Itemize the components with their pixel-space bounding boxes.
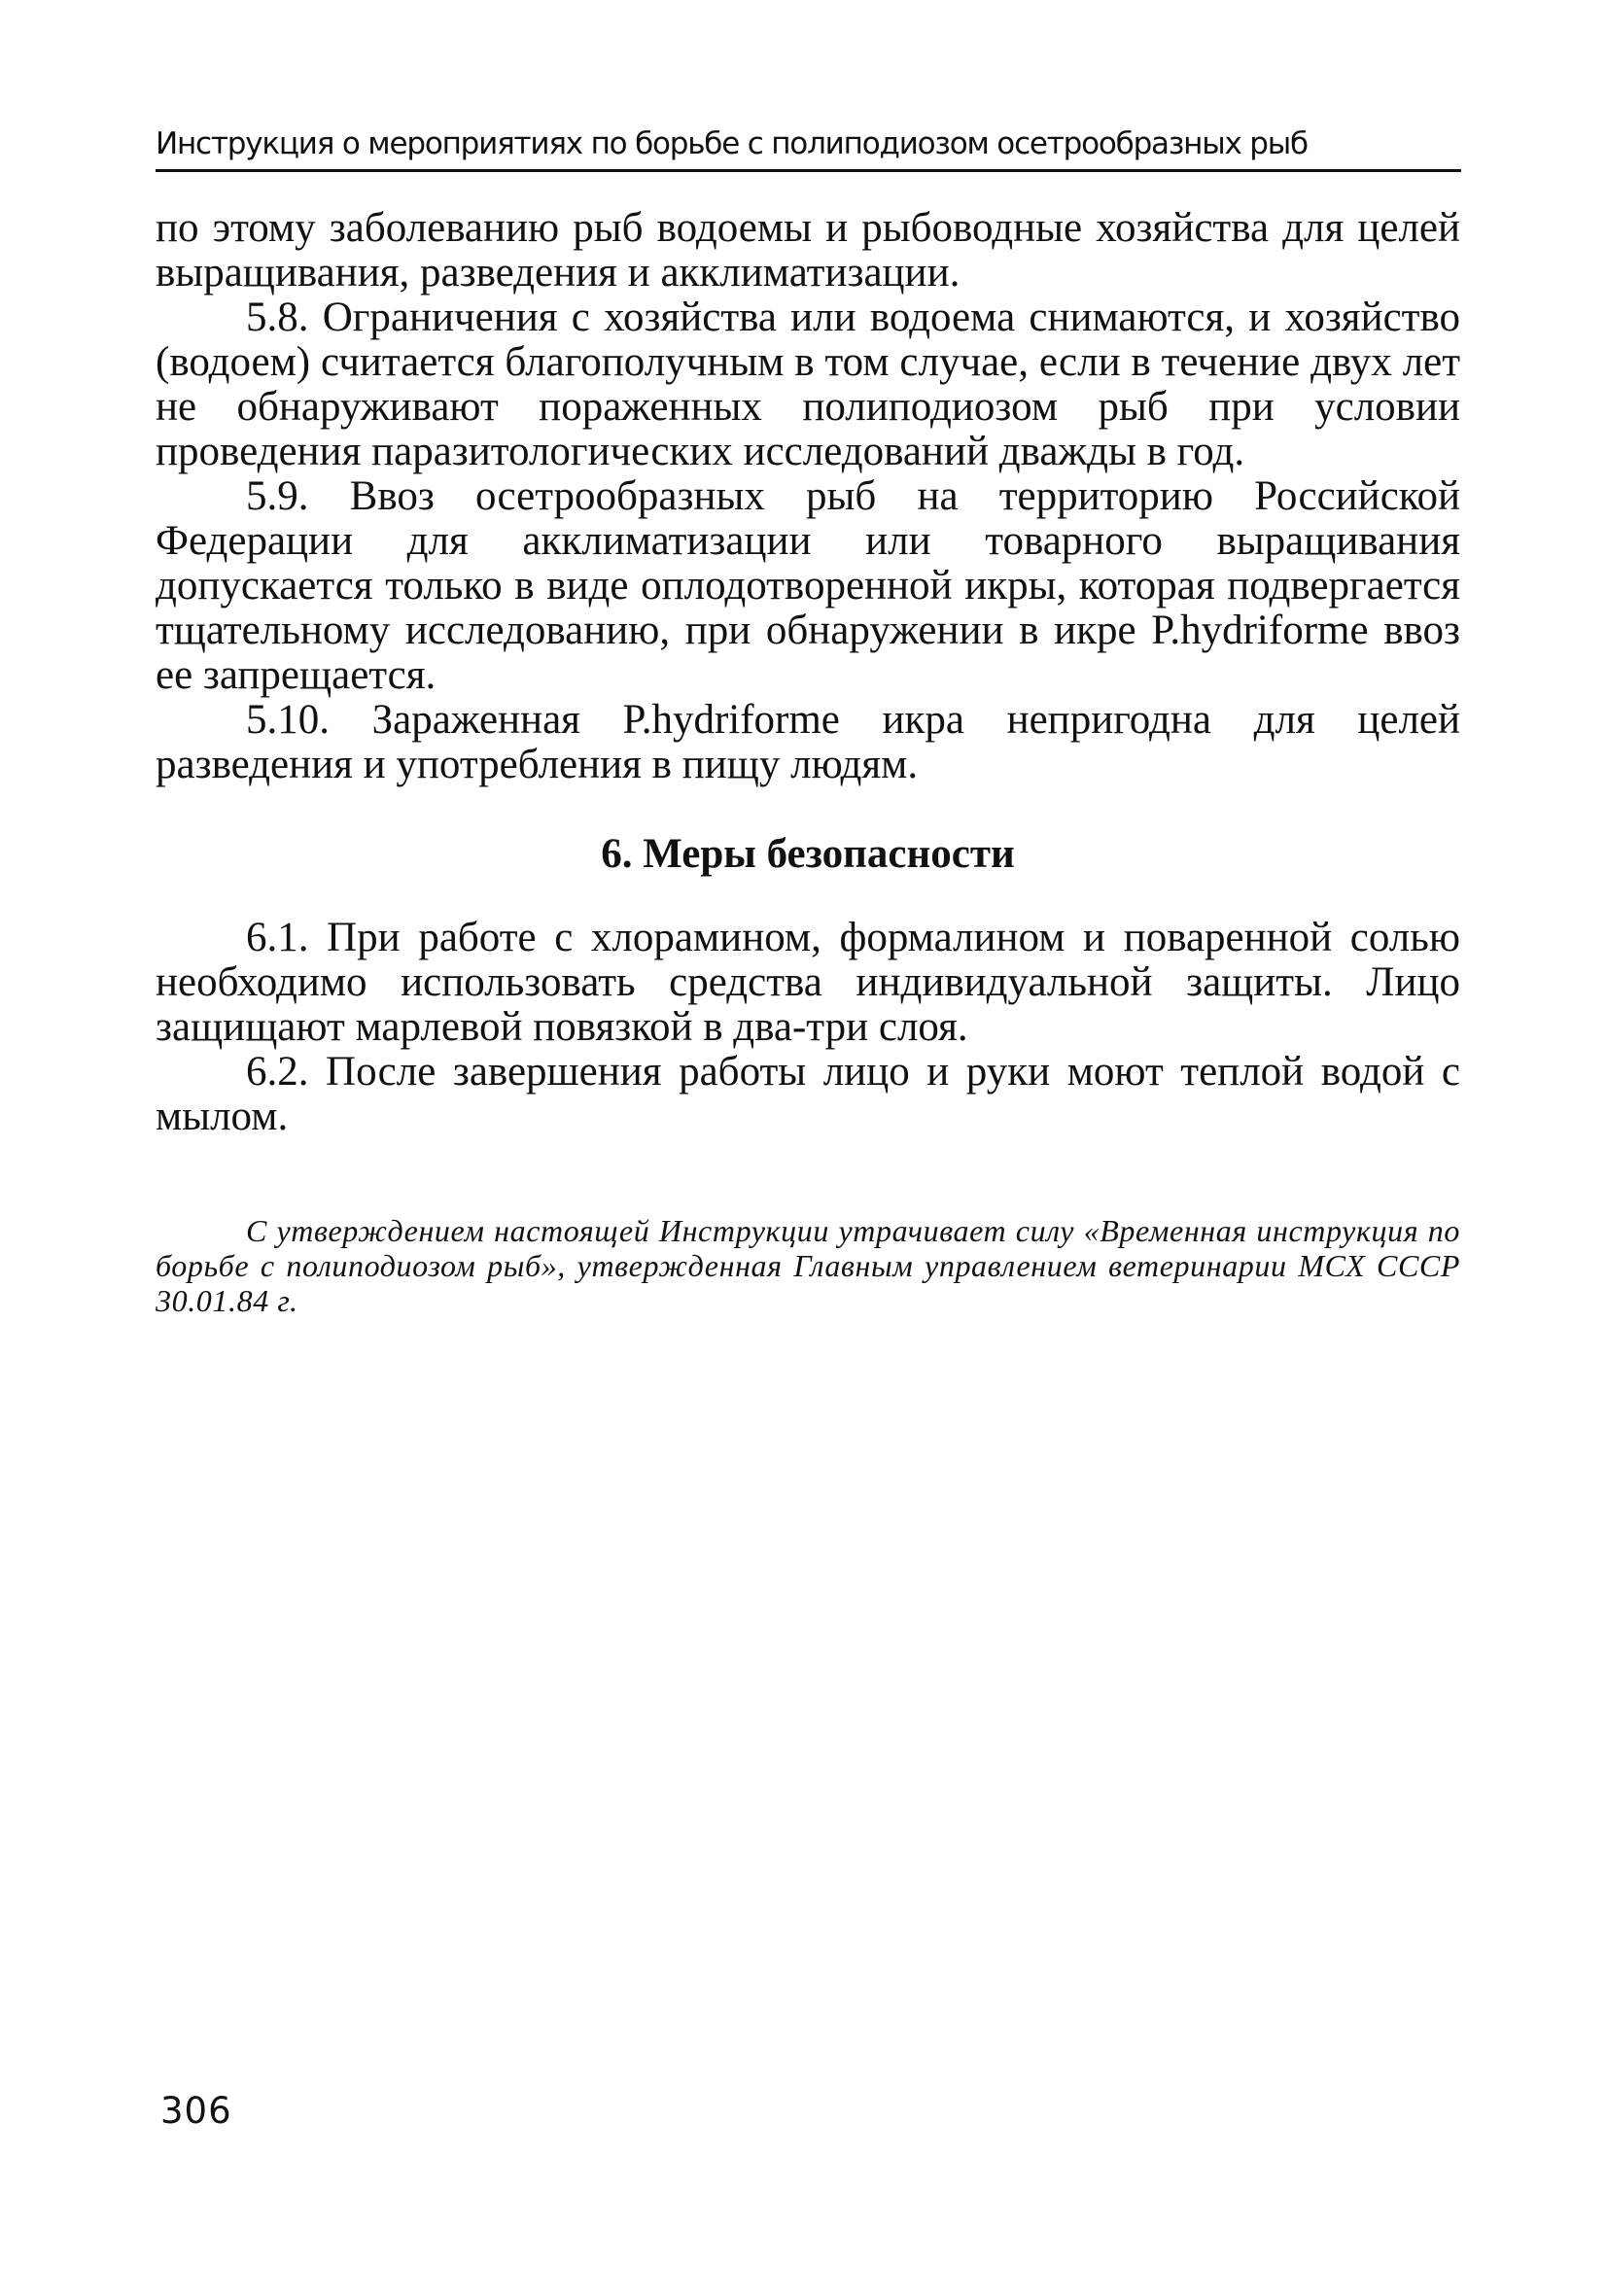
paragraph-6-1: 6.1. При работе с хлорамином, формалином и поваренной солью необходимо использовать средства индивидуальной защиты. Лицо защищают марлевой повязкой в два-три слоя. (156, 915, 1460, 1050)
body-text (156, 206, 1460, 1139)
paragraph-continuation: по этому заболеванию рыб водоемы и рыбоводные хозяйства для целей выращивания, разведения и акклиматизации. (156, 205, 1460, 296)
header-rule (156, 169, 1461, 172)
running-header: Инструкция о мероприятиях по борьбе с полиподиозом осетрообразных рыб (156, 126, 1308, 161)
paragraph-5-8: 5.8. Ограничения с хозяйства или водоема снимаются, и хозяйство (водоем) считается благополучным в том случае, если в течение двух лет не обнаруживают пораженных полиподиозом рыб при условии проведения паразитологических исследований дважды в год. (156, 295, 1460, 474)
section-heading: 6. Меры безопасности (601, 831, 1015, 877)
paragraph-5-9: 5.9. Ввоз осетрообразных рыб на территорию Российской Федерации для акклиматизации или товарного выращивания допускается только в виде оплодотворенной икры, которая подвергается тщательному исследованию, при обнаружении в икре P.hydriforme ввоз ее запрещается. (156, 473, 1460, 698)
paragraph-6-2: 6.2. После завершения работы лицо и руки моют теплой водой с мылом. (156, 1049, 1460, 1139)
footnote: С утверждением настоящей Инструкции утрачивает силу «Временная инструкция по борьбе с полиподиозом рыб», утвержденная Главным управлением ветеринарии МСХ СССР 30.01.84 г. (156, 1213, 1460, 1318)
page-number: 306 (160, 2090, 232, 2132)
paragraph-5-10: 5.10. Зараженная P.hydriforme икра непригодна для целей разведения и употребления в пищу людям. (156, 697, 1460, 787)
